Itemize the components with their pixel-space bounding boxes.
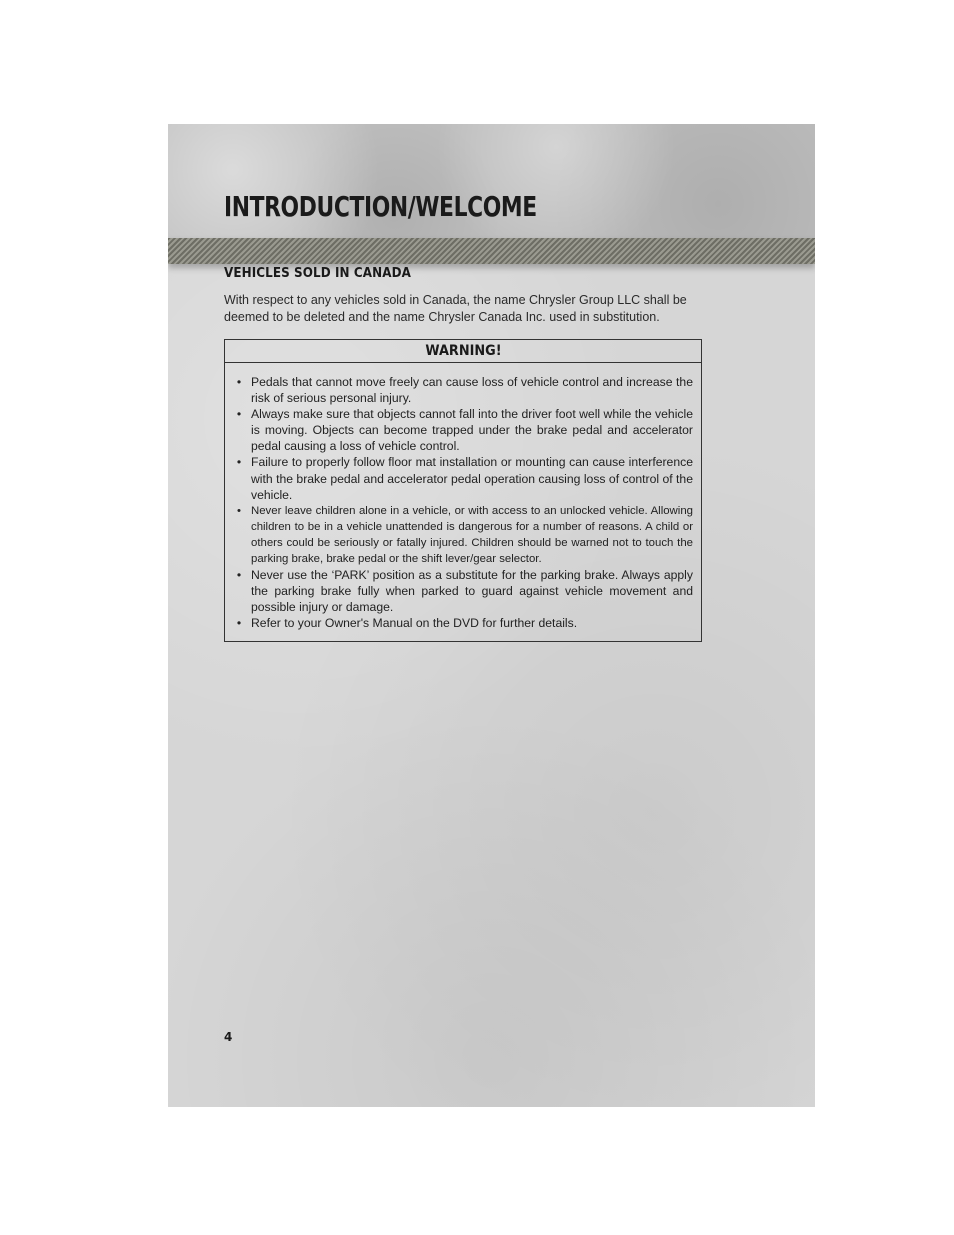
bullet-icon: • [236, 616, 242, 631]
manual-page [168, 124, 815, 1107]
warning-title [225, 340, 701, 363]
page-title: INTRODUCTION/WELCOME [224, 190, 537, 223]
bullet-icon: • [236, 407, 242, 422]
warning-list [225, 363, 701, 641]
warning-item-text: Always make sure that objects cannot fall into the driver foot well while the vehicle is moving. Objects can become trapped under the brake pedal and accelerator pedal causing a loss of vehicle control. [251, 407, 693, 454]
warning-item-text: Never use the ‘PARK’ position as a substitute for the parking brake. Always apply the parking brake fully when parked to guard against vehicle movement and possible injury or damage. [251, 568, 693, 615]
warning-item [233, 406, 693, 454]
page-content [224, 266, 702, 642]
warning-item [233, 374, 693, 406]
bullet-icon: • [236, 568, 242, 583]
section-heading: VEHICLES SOLD IN CANADA [224, 266, 411, 281]
warning-item [233, 454, 693, 502]
warning-item-text: Pedals that cannot move freely can cause loss of vehicle control and increase the risk of serious personal injury. [251, 375, 693, 406]
warning-item [233, 503, 693, 567]
warning-item [233, 615, 693, 631]
intro-paragraph: With respect to any vehicles sold in Canada, the name Chrysler Group LLC shall be deemed to be deleted and the name Chrysler Canada Inc. used in substitution. [224, 293, 687, 324]
header-stripe [168, 238, 815, 264]
warning-item-text: Refer to your Owner's Manual on the DVD for further details. [251, 616, 578, 631]
bullet-icon: • [237, 504, 241, 517]
bullet-icon: • [236, 455, 242, 470]
warning-item-text: Failure to properly follow floor mat installation or mounting can cause interference with the brake pedal and accelerator pedal operation causing loss of control of the vehicle. [251, 455, 693, 502]
warning-item [233, 567, 693, 615]
warning-box [224, 339, 702, 642]
bullet-icon: • [236, 375, 242, 389]
warning-item-text: Never leave children alone in a vehicle, or with access to an unlocked vehicle. Allowing children to be in a vehicle unattended is dangerous for a number of reasons. A child or others could be seriously or fatally injured. Children should be warned not to touch the parking brake, brake pedal or the shift lever/gear selector. [251, 504, 693, 566]
warning-title-text: WARNING! [424, 343, 502, 359]
page-number: 4 [224, 1030, 233, 1044]
